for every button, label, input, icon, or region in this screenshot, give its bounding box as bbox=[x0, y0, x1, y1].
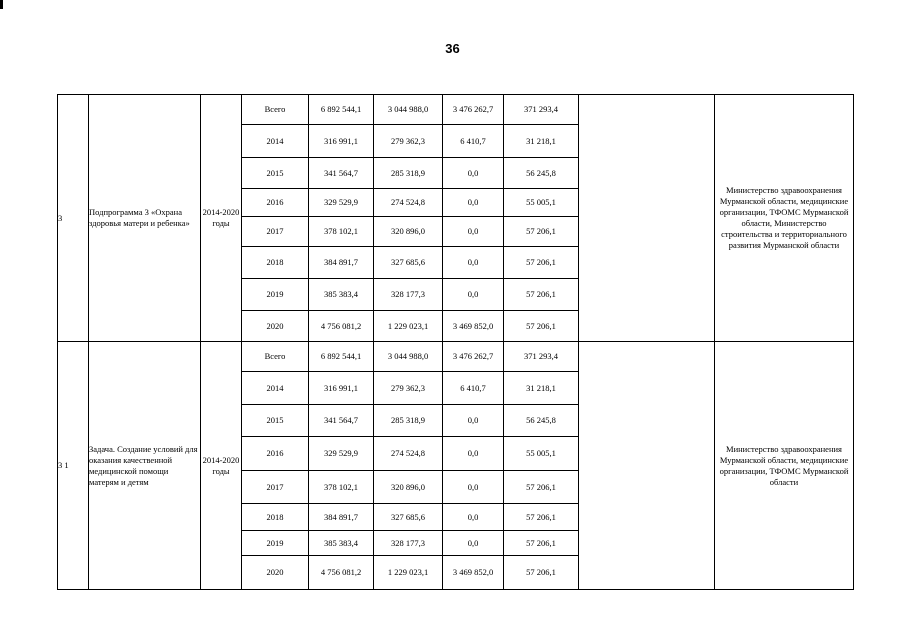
page-number: 36 bbox=[445, 41, 460, 56]
item-name-cell: Подпрограмма 3 «Охрана здоровья матери и ребенка» bbox=[89, 95, 201, 342]
total-cell: 385 383,4 bbox=[309, 531, 374, 556]
other-sources-cell: 371 293,4 bbox=[504, 342, 579, 372]
other-sources-cell: 56 245,8 bbox=[504, 158, 579, 189]
total-cell: 6 892 544,1 bbox=[309, 342, 374, 372]
regional-budget-cell: 328 177,3 bbox=[374, 279, 443, 311]
year-cell: 2014 bbox=[242, 125, 309, 158]
responsible-cell: Министерство здравоохранения Мурманской области, медицинские организации, ТФОМС Мурманской области bbox=[715, 342, 854, 590]
other-sources-cell: 57 206,1 bbox=[504, 279, 579, 311]
year-cell: 2018 bbox=[242, 504, 309, 531]
other-sources-cell: 55 005,1 bbox=[504, 437, 579, 471]
regional-budget-cell: 274 524,8 bbox=[374, 189, 443, 217]
budget-table bbox=[57, 94, 854, 590]
other-sources-cell: 55 005,1 bbox=[504, 189, 579, 217]
regional-budget-cell: 327 685,6 bbox=[374, 247, 443, 279]
federal-budget-cell: 0,0 bbox=[443, 217, 504, 247]
federal-budget-cell: 0,0 bbox=[443, 189, 504, 217]
other-sources-cell: 57 206,1 bbox=[504, 247, 579, 279]
total-cell: 385 383,4 bbox=[309, 279, 374, 311]
federal-budget-cell: 0,0 bbox=[443, 471, 504, 504]
year-cell: 2016 bbox=[242, 189, 309, 217]
year-cell: 2014 bbox=[242, 372, 309, 405]
year-cell: 2017 bbox=[242, 217, 309, 247]
year-cell: Всего bbox=[242, 342, 309, 372]
other-sources-cell: 57 206,1 bbox=[504, 471, 579, 504]
other-sources-cell: 371 293,4 bbox=[504, 95, 579, 125]
regional-budget-cell: 3 044 988,0 bbox=[374, 342, 443, 372]
regional-budget-cell: 3 044 988,0 bbox=[374, 95, 443, 125]
item-number-cell: 3 bbox=[58, 95, 89, 342]
federal-budget-cell: 0,0 bbox=[443, 158, 504, 189]
other-sources-cell: 31 218,1 bbox=[504, 372, 579, 405]
regional-budget-cell: 320 896,0 bbox=[374, 471, 443, 504]
total-cell: 329 529,9 bbox=[309, 437, 374, 471]
regional-budget-cell: 285 318,9 bbox=[374, 158, 443, 189]
other-sources-cell: 31 218,1 bbox=[504, 125, 579, 158]
indicator-cell bbox=[579, 95, 715, 342]
total-cell: 341 564,7 bbox=[309, 405, 374, 437]
scan-corner-mark bbox=[0, 0, 3, 9]
regional-budget-cell: 285 318,9 bbox=[374, 405, 443, 437]
federal-budget-cell: 0,0 bbox=[443, 437, 504, 471]
year-cell: 2017 bbox=[242, 471, 309, 504]
other-sources-cell: 56 245,8 bbox=[504, 405, 579, 437]
federal-budget-cell: 6 410,7 bbox=[443, 125, 504, 158]
year-cell: 2016 bbox=[242, 437, 309, 471]
total-cell: 316 991,1 bbox=[309, 372, 374, 405]
federal-budget-cell: 0,0 bbox=[443, 247, 504, 279]
regional-budget-cell: 1 229 023,1 bbox=[374, 311, 443, 342]
regional-budget-cell: 1 229 023,1 bbox=[374, 556, 443, 590]
total-cell: 378 102,1 bbox=[309, 471, 374, 504]
year-cell: 2019 bbox=[242, 279, 309, 311]
year-cell: 2018 bbox=[242, 247, 309, 279]
year-cell: 2019 bbox=[242, 531, 309, 556]
period-cell: 2014-2020 годы bbox=[201, 95, 242, 342]
year-cell: 2015 bbox=[242, 405, 309, 437]
federal-budget-cell: 0,0 bbox=[443, 405, 504, 437]
item-name-cell: Задача. Создание условий для оказания качественной медицинской помощи матерям и детям bbox=[89, 342, 201, 590]
federal-budget-cell: 3 469 852,0 bbox=[443, 556, 504, 590]
other-sources-cell: 57 206,1 bbox=[504, 311, 579, 342]
responsible-cell: Министерство здравоохранения Мурманской области, медицинские организации, ТФОМС Мурманской области, Министерство строительства и территориального развития Мурманской области bbox=[715, 95, 854, 342]
other-sources-cell: 57 206,1 bbox=[504, 531, 579, 556]
regional-budget-cell: 320 896,0 bbox=[374, 217, 443, 247]
year-cell: 2020 bbox=[242, 556, 309, 590]
table-row bbox=[58, 95, 854, 125]
item-number-cell: 3 1 bbox=[58, 342, 89, 590]
indicator-cell bbox=[579, 342, 715, 590]
other-sources-cell: 57 206,1 bbox=[504, 217, 579, 247]
table-row bbox=[58, 342, 854, 372]
other-sources-cell: 57 206,1 bbox=[504, 504, 579, 531]
regional-budget-cell: 328 177,3 bbox=[374, 531, 443, 556]
federal-budget-cell: 3 469 852,0 bbox=[443, 311, 504, 342]
federal-budget-cell: 6 410,7 bbox=[443, 372, 504, 405]
total-cell: 4 756 081,2 bbox=[309, 556, 374, 590]
regional-budget-cell: 279 362,3 bbox=[374, 372, 443, 405]
total-cell: 316 991,1 bbox=[309, 125, 374, 158]
total-cell: 329 529,9 bbox=[309, 189, 374, 217]
total-cell: 378 102,1 bbox=[309, 217, 374, 247]
year-cell: 2015 bbox=[242, 158, 309, 189]
regional-budget-cell: 274 524,8 bbox=[374, 437, 443, 471]
period-cell: 2014-2020 годы bbox=[201, 342, 242, 590]
year-cell: 2020 bbox=[242, 311, 309, 342]
total-cell: 384 891,7 bbox=[309, 247, 374, 279]
total-cell: 4 756 081,2 bbox=[309, 311, 374, 342]
total-cell: 6 892 544,1 bbox=[309, 95, 374, 125]
year-cell: Всего bbox=[242, 95, 309, 125]
regional-budget-cell: 279 362,3 bbox=[374, 125, 443, 158]
federal-budget-cell: 0,0 bbox=[443, 531, 504, 556]
federal-budget-cell: 3 476 262,7 bbox=[443, 95, 504, 125]
other-sources-cell: 57 206,1 bbox=[504, 556, 579, 590]
total-cell: 384 891,7 bbox=[309, 504, 374, 531]
federal-budget-cell: 3 476 262,7 bbox=[443, 342, 504, 372]
federal-budget-cell: 0,0 bbox=[443, 504, 504, 531]
regional-budget-cell: 327 685,6 bbox=[374, 504, 443, 531]
federal-budget-cell: 0,0 bbox=[443, 279, 504, 311]
total-cell: 341 564,7 bbox=[309, 158, 374, 189]
